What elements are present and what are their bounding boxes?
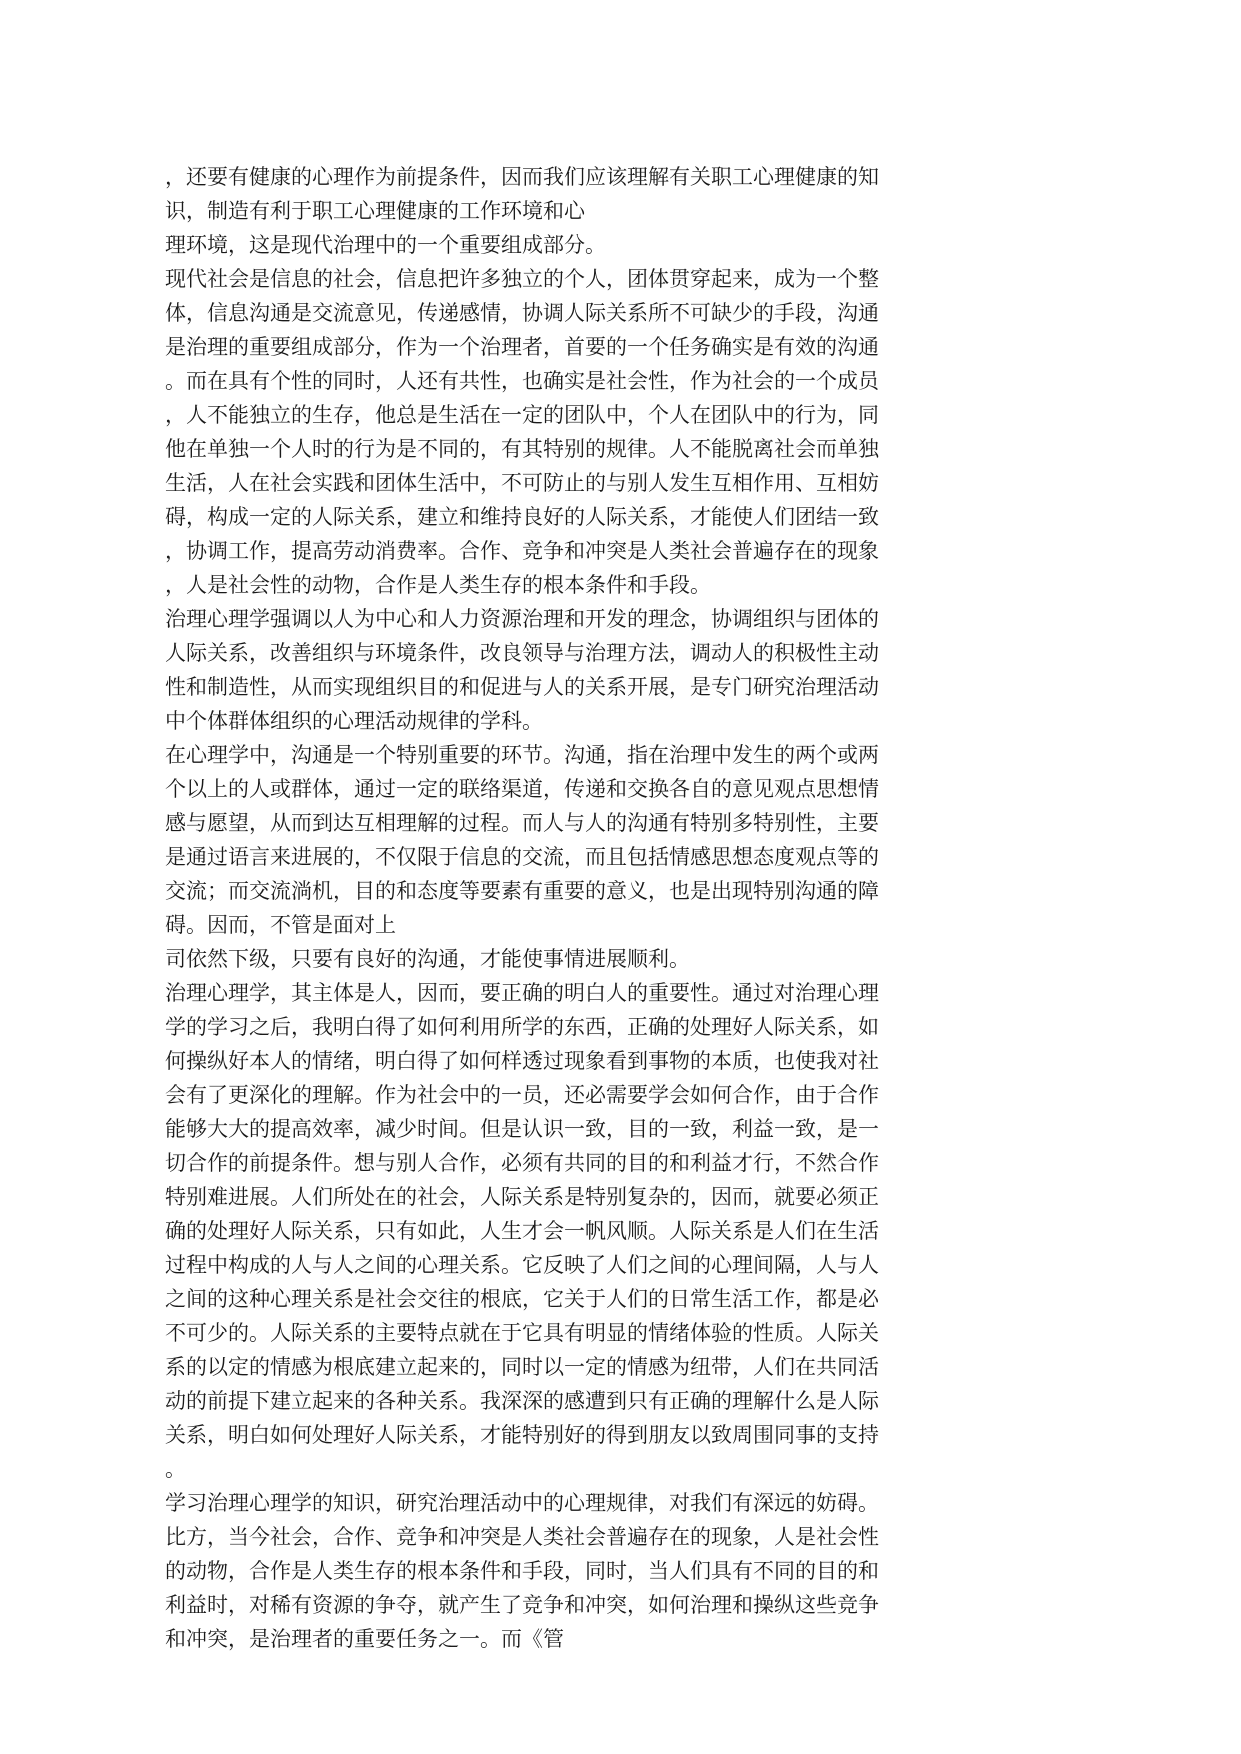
text-line: 能够大大的提高效率，减少时间。但是认识一致，目的一致，利益一致，是一 [165,1117,879,1141]
text-line: 碍，构成一定的人际关系，建立和维持良好的人际关系，才能使人们团结一致 [165,505,879,529]
text-line: 理环境，这是现代治理中的一个重要组成部分。 [165,233,606,257]
text-line: 现代社会是信息的社会，信息把许多独立的个人，团体贯穿起来，成为一个整 [165,267,879,291]
text-line: 性和制造性，从而实现组织目的和促进与人的关系开展，是专门研究治理活动 [165,675,879,699]
text-line: 学习治理心理学的知识，研究治理活动中的心理规律，对我们有深远的妨碍。 [165,1491,879,1515]
text-line: 学的学习之后，我明白得了如何利用所学的东西，正确的处理好人际关系，如 [165,1015,879,1039]
text-line: 利益时，对稀有资源的争夺，就产生了竞争和冲突，如何治理和操纵这些竞争 [165,1593,879,1617]
text-line: 治理心理学强调以人为中心和人力资源治理和开发的理念，协调组织与团体的 [165,607,879,631]
text-line: 系的以定的情感为根底建立起来的，同时以一定的情感为纽带，人们在共同活 [165,1355,879,1379]
text-line: 体，信息沟通是交流意见，传递感情，协调人际关系所不可缺少的手段，沟通 [165,301,879,325]
text-line: 中个体群体组织的心理活动规律的学科。 [165,709,543,733]
text-line: 确的处理好人际关系，只有如此，人生才会一帆风顺。人际关系是人们在生活 [165,1219,879,1243]
text-line: 个以上的人或群体，通过一定的联络渠道，传递和交换各自的意见观点思想情 [165,777,879,801]
text-line: 碍。因而，不管是面对上 [165,913,396,937]
text-line: 的动物，合作是人类生存的根本条件和手段，同时，当人们具有不同的目的和 [165,1559,879,1583]
text-line: 生活，人在社会实践和团体生活中，不可防止的与别人发生互相作用、互相妨 [165,471,879,495]
text-line: 是治理的重要组成部分，作为一个治理者，首要的一个任务确实是有效的沟通 [165,335,879,359]
text-line: ，还要有健康的心理作为前提条件，因而我们应该理解有关职工心理健康的知 [165,165,879,189]
text-line: ，协调工作，提高劳动消费率。合作、竞争和冲突是人类社会普遍存在的现象 [165,539,879,563]
text-line: 。 [165,1457,186,1481]
text-line: 动的前提下建立起来的各种关系。我深深的感遭到只有正确的理解什么是人际 [165,1389,879,1413]
text-line: 不可少的。人际关系的主要特点就在于它具有明显的情绪体验的性质。人际关 [165,1321,879,1345]
text-line: 之间的这种心理关系是社会交往的根底，它关于人们的日常生活工作，都是必 [165,1287,879,1311]
text-line: 人际关系，改善组织与环境条件，改良领导与治理方法，调动人的积极性主动 [165,641,879,665]
text-line: 比方，当今社会，合作、竞争和冲突是人类社会普遍存在的现象，人是社会性 [165,1525,879,1549]
text-line: ，人不能独立的生存，他总是生活在一定的团队中，个人在团队中的行为，同 [165,403,879,427]
text-line: 交流；而交流淌机，目的和态度等要素有重要的意义，也是出现特别沟通的障 [165,879,879,903]
text-line: 是通过语言来进展的，不仅限于信息的交流，而且包括情感思想态度观点等的 [165,845,879,869]
text-line: 过程中构成的人与人之间的心理关系。它反映了人们之间的心理间隔，人与人 [165,1253,879,1277]
text-line: 和冲突，是治理者的重要任务之一。而《管 [165,1627,564,1651]
text-line: 会有了更深化的理解。作为社会中的一员，还必需要学会如何合作，由于合作 [165,1083,879,1107]
text-line: 感与愿望，从而到达互相理解的过程。而人与人的沟通有特别多特别性，主要 [165,811,879,835]
text-line: 他在单独一个人时的行为是不同的，有其特别的规律。人不能脱离社会而单独 [165,437,879,461]
text-line: 司依然下级，只要有良好的沟通，才能使事情进展顺利。 [165,947,690,971]
text-line: 在心理学中，沟通是一个特别重要的环节。沟通，指在治理中发生的两个或两 [165,743,879,767]
text-line: 识，制造有利于职工心理健康的工作环境和心 [165,199,585,223]
text-line: 。而在具有个性的同时，人还有共性，也确实是社会性，作为社会的一个成员 [165,369,879,393]
text-line: 特别难进展。人们所处在的社会，人际关系是特别复杂的，因而，就要必须正 [165,1185,879,1209]
text-line: 治理心理学，其主体是人，因而，要正确的明白人的重要性。通过对治理心理 [165,981,879,1005]
document-body [165,160,1060,1656]
text-line: 何操纵好本人的情绪，明白得了如何样透过现象看到事物的本质，也使我对社 [165,1049,879,1073]
text-line: 切合作的前提条件。想与别人合作，必须有共同的目的和利益才行，不然合作 [165,1151,879,1175]
text-line: ，人是社会性的动物，合作是人类生存的根本条件和手段。 [165,573,711,597]
text-line: 关系，明白如何处理好人际关系，才能特别好的得到朋友以致周围同事的支持 [165,1423,879,1447]
